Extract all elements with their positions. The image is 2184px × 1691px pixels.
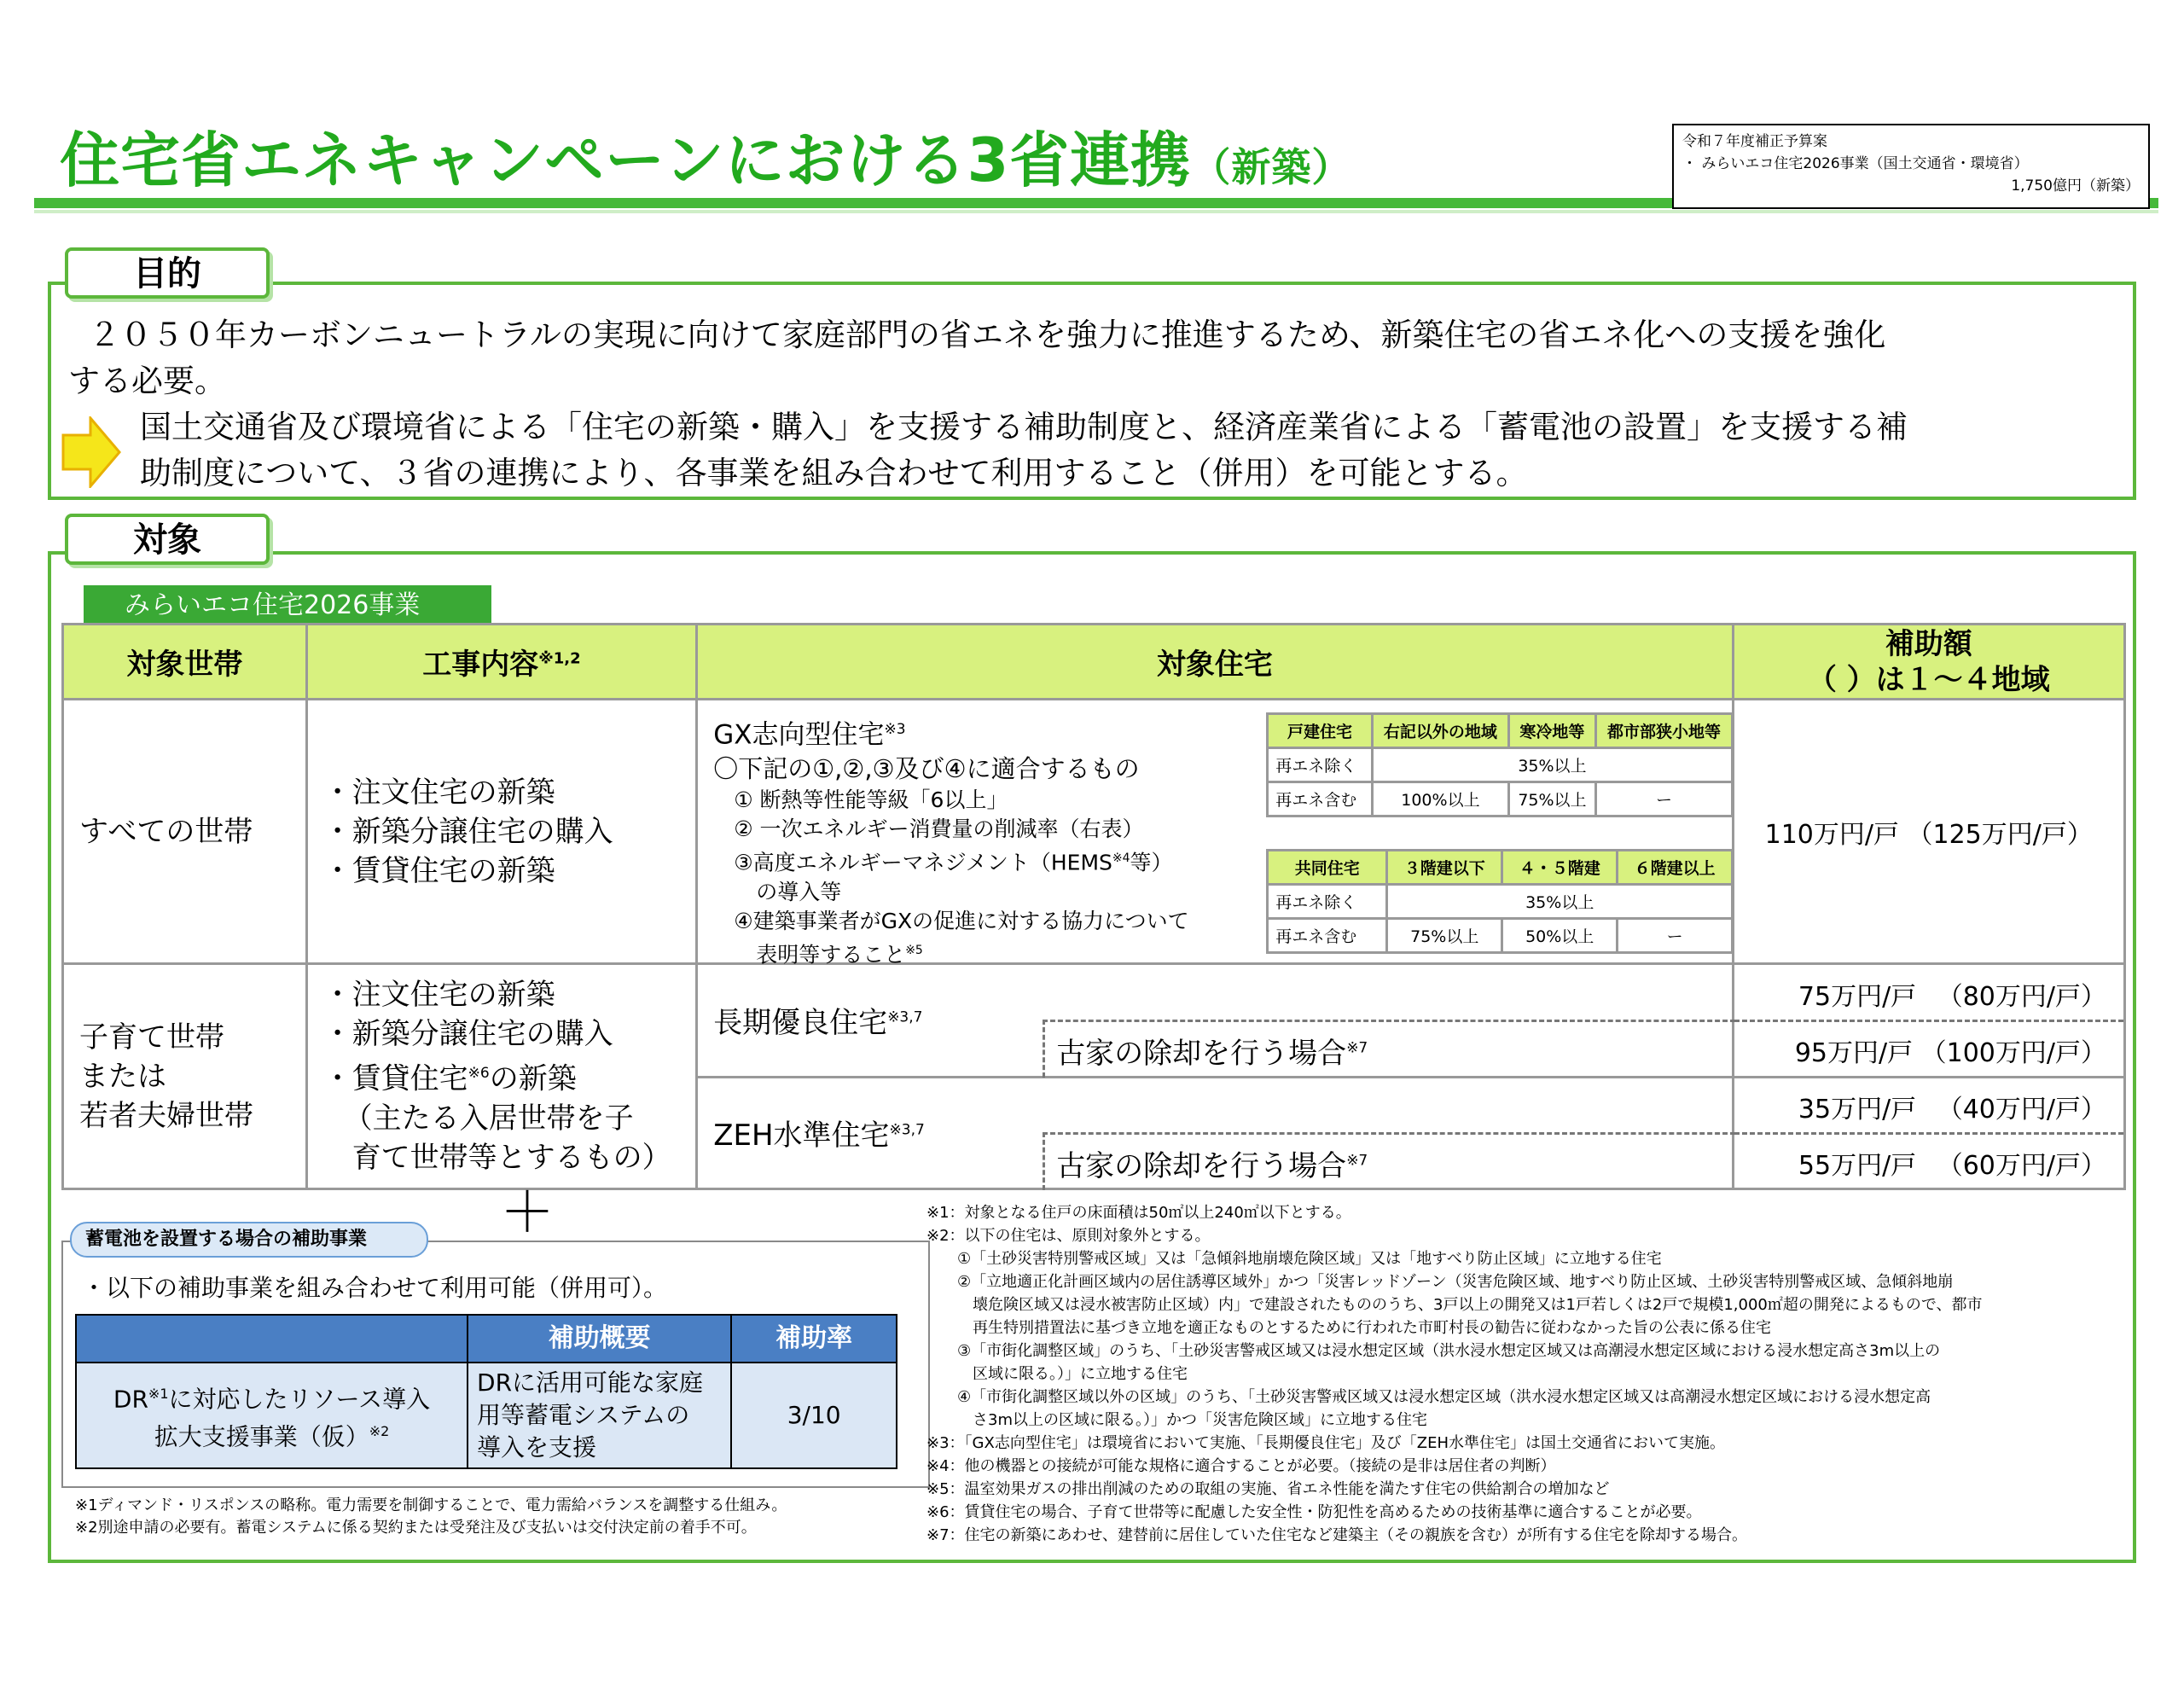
mini-cell: ー xyxy=(1618,919,1733,953)
works-child xyxy=(306,964,697,1189)
mini-cell: 75%以上 xyxy=(1387,919,1502,953)
gx-condition: 〇下記の①,②,③及び④に適合するもの xyxy=(713,754,1140,784)
gx-item4-sup: ※5 xyxy=(905,943,923,957)
footnotes xyxy=(926,1201,1983,1547)
footnote: ※7：住宅の新築にあわせ、建替前に居住していた住宅など建築主（その親族を含む）が所有する住宅を除却する場合。 xyxy=(926,1526,1747,1544)
battery-summary xyxy=(468,1363,731,1468)
footnote: 壊危険区域又は浸水被害防止区域）内」で建設されたもののうち、3戸以上の開発又は1戸若しくは2戸で規模1,000㎡超の開発によるもので、都市 xyxy=(926,1296,1983,1314)
amount-gx: 110万円/戸 （125万円/戸） xyxy=(1733,700,2125,964)
household-line: または xyxy=(79,1059,166,1094)
mini-cell: 35%以上 xyxy=(1387,885,1733,919)
plus-sign: ＋ xyxy=(500,1182,555,1245)
battery-tab: 蓄電池を設置する場合の補助事業 xyxy=(70,1222,428,1258)
battery-program-name xyxy=(76,1363,468,1468)
header-works xyxy=(306,625,697,700)
purpose-line-1: ２０５０年カーボンニュートラルの実現に向けて家庭部門の省エネを強力に推進するため、新築住宅の省エネ化への支援を強化 xyxy=(89,317,1886,353)
mini-cell: 再エネ含む xyxy=(1268,919,1387,953)
battery-notes xyxy=(75,1495,787,1539)
longterm-sup: ※3,7 xyxy=(887,1008,923,1026)
footnote: さ3m以上の区域に限る。）」かつ「災害危険区域」に立地する住宅 xyxy=(926,1411,1427,1429)
mini-cell: 50%以上 xyxy=(1502,919,1618,953)
footnote: ④「市街化調整区域以外の区域」のうち、「土砂災害警戒区域又は浸水想定区域（洪水浸水想定区域又は高潮浸水想定区域における浸水想定高 xyxy=(926,1388,1931,1406)
gx-title: GX志向型住宅 xyxy=(713,719,885,751)
gx-hems-sup: ※4 xyxy=(1112,851,1130,866)
works-item: ・注文住宅の新築 xyxy=(322,775,555,810)
footnote: ※6：賃貸住宅の場合、子育て世帯等に配慮した安全性・防犯性を高めるための技術基準に適合することが必要。 xyxy=(926,1503,1702,1521)
budget-amount: 1,750億円（新築） xyxy=(2011,177,2140,195)
mini-cell: 再エネ除く xyxy=(1268,885,1387,919)
demolish-label-1 xyxy=(1056,1030,1368,1072)
mini-cell: 再エネ除く xyxy=(1268,748,1373,782)
mini-header: 共同住宅 xyxy=(1268,851,1387,885)
footnote: 区域に限る。）」に立地する住宅 xyxy=(926,1365,1188,1383)
footnote: ※1：対象となる住戸の床面積は50㎡以上240㎡以下とする。 xyxy=(926,1204,1351,1222)
mini-header: ３階建以下 xyxy=(1387,851,1502,885)
gx-item-text: 表明等すること xyxy=(756,941,906,967)
mini-cell: 100%以上 xyxy=(1372,782,1508,816)
mini-header: 右記以外の地域 xyxy=(1372,714,1508,748)
budget-year: 令和７年度補正予算案 xyxy=(1682,133,1827,150)
purpose-line-4: 助制度について、３省の連携により、各事業を組み合わせて利用すること（併用）を可能とする。 xyxy=(140,455,1528,491)
gx-sup: ※3 xyxy=(884,721,906,738)
battery-name-text: 拡大支援事業（仮） xyxy=(154,1422,369,1451)
mini-header: ６階建以上 xyxy=(1618,851,1733,885)
battery-name-sup: ※2 xyxy=(369,1423,390,1439)
demolish-sup: ※7 xyxy=(1346,1152,1368,1170)
battery-name-text: DR xyxy=(113,1385,148,1413)
footnote: ※2：以下の住宅は、原則対象外とする。 xyxy=(926,1227,1211,1245)
battery-intro: ・以下の補助事業を組み合わせて利用可能（併用可）。 xyxy=(82,1274,668,1302)
zeh-label xyxy=(713,1112,925,1153)
works-item: （主たる入居世帯を子 xyxy=(343,1101,634,1136)
table-row-all xyxy=(63,700,2125,964)
header-works-sup: ※1,2 xyxy=(538,649,581,668)
works-item-text: ・賃貸住宅 xyxy=(322,1061,468,1096)
mini-header: ４・５階建 xyxy=(1502,851,1618,885)
target-table xyxy=(61,623,2126,1190)
gx-cell xyxy=(697,700,1733,967)
budget-box xyxy=(1672,124,2150,209)
page-title-sub: （新築） xyxy=(1191,144,1352,190)
battery-rate: 3/10 xyxy=(731,1363,897,1468)
purpose-line-3: 国土交通省及び環境省による「住宅の新築・購入」を支援する補助制度と、経済産業省による「蓄電池の設置」を支援する補 xyxy=(140,409,1908,445)
footnote: ※4：他の機器との接続が可能な規格に適合することが必要。（接続の是非は居住者の判断） xyxy=(926,1457,1556,1475)
amount-longterm: 75万円/戸 （80万円/戸） xyxy=(1798,982,2106,1012)
works-rental-sup: ※6 xyxy=(468,1065,490,1083)
footnote: ※3：「GX志向型住宅」は環境省において実施、「長期優良住宅」及び「ZEH水準住宅」は国土交通省において実施。 xyxy=(926,1434,1726,1452)
gx-description xyxy=(713,712,1259,969)
demolish-sup: ※7 xyxy=(1346,1039,1368,1057)
household-line: 子育て世帯 xyxy=(79,1020,224,1055)
amount-zeh: 35万円/戸 （40万円/戸） xyxy=(1798,1095,2106,1124)
mini-header: 寒冷地等 xyxy=(1509,714,1596,748)
demolish-text: 古家の除却を行う場合 xyxy=(1056,1149,1347,1183)
title-rule-light xyxy=(34,210,2158,213)
purpose-text xyxy=(68,312,2133,497)
battery-name-sup: ※1 xyxy=(148,1385,169,1402)
child-amount-cell xyxy=(1733,964,2125,1189)
battery-header-summary: 補助概要 xyxy=(468,1315,731,1363)
mini-cell: 75%以上 xyxy=(1509,782,1596,816)
target-tab: 対象 xyxy=(65,514,270,565)
footnote: ②「立地適正化計画区域内の居住誘導区域外」かつ「災害レッドゾーン（災害危険区域、地すべり防止区域、土砂災害特別警戒区域、急傾斜地崩 xyxy=(926,1273,1954,1291)
shared-criteria-table xyxy=(1266,849,1734,954)
arrow-right-icon xyxy=(61,416,121,488)
works-item-text: の新築 xyxy=(489,1061,577,1096)
household-all: すべての世帯 xyxy=(63,700,307,964)
page-title-main: 住宅省エネキャンペーンにおける3省連携 xyxy=(60,125,1192,195)
longterm-label xyxy=(713,999,922,1041)
household-child xyxy=(63,964,307,1189)
battery-header-blank xyxy=(76,1315,468,1363)
mini-cell: 35%以上 xyxy=(1372,748,1732,782)
header-works-label: 工事内容 xyxy=(422,648,539,682)
amount-zeh-demolish: 55万円/戸 （60万円/戸） xyxy=(1798,1151,2106,1181)
header-amount-l2: （ ）は１～４地域 xyxy=(1807,662,2050,697)
demolish-text: 古家の除却を行う場合 xyxy=(1056,1037,1347,1071)
header-housing: 対象住宅 xyxy=(697,625,1733,700)
footnote: ③「市街化調整区域」のうち、「土砂災害警戒区域又は浸水想定区域（洪水浸水想定区域又は高潮浸水想定区域における浸水想定高さ3m以上の xyxy=(926,1342,1941,1360)
budget-program: ・ みらいエコ住宅2026事業（国土交通省・環境省） xyxy=(1682,155,2029,172)
amount-longterm-demolish: 95万円/戸 （100万円/戸） xyxy=(1794,1038,2106,1068)
works-item: ・賃貸住宅の新築 xyxy=(322,853,555,888)
detached-criteria-table xyxy=(1266,712,1734,817)
child-housing-cell xyxy=(697,964,1733,1189)
mini-cell: 再エネ含む xyxy=(1268,782,1373,816)
page-title xyxy=(60,126,1351,201)
footnote: ①「土砂災害特別警戒区域」又は「急傾斜地崩壊危険区域」又は「地すべり防止区域」に立地する住宅 xyxy=(926,1250,1662,1268)
battery-table xyxy=(75,1314,897,1469)
works-item: ・注文住宅の新築 xyxy=(322,978,555,1013)
works-item: ・新築分譲住宅の購入 xyxy=(322,814,613,849)
battery-summary-line: 導入を支援 xyxy=(477,1433,597,1461)
battery-header-rate: 補助率 xyxy=(731,1315,897,1363)
works-item: ・新築分譲住宅の購入 xyxy=(322,1017,613,1052)
gx-item-text: ③高度エネルギーマネジメント（HEMS xyxy=(734,850,1112,875)
footnote: ※5：温室効果ガスの排出削減のための取組の実施、省エネ性能を満たす住宅の供給割合の増加など xyxy=(926,1480,1610,1498)
header-household: 対象世帯 xyxy=(63,625,307,700)
gx-item xyxy=(734,844,1259,877)
table-row-child xyxy=(63,964,2125,1189)
program-label: みらいエコ住宅2026事業 xyxy=(84,585,491,626)
gx-item: ① 断熱等性能等級「6以上」 xyxy=(734,787,1008,813)
gx-hems-tail: 等） xyxy=(1130,850,1173,875)
battery-name-text: に対応したリソース導入 xyxy=(168,1385,431,1413)
mini-header: 都市部狭小地等 xyxy=(1595,714,1732,748)
battery-note: ※1ディマンド・リスポンスの略称。電力需要を制御することで、電力需給バランスを調整する仕組み。 xyxy=(75,1496,787,1514)
battery-summary-line: 用等蓄電システムの xyxy=(477,1401,690,1429)
longterm-text: 長期優良住宅 xyxy=(713,1006,888,1040)
household-line: 若者夫婦世帯 xyxy=(79,1098,253,1133)
zeh-sup: ※3,7 xyxy=(889,1121,925,1139)
works-all xyxy=(306,700,697,964)
gx-item: ② 一次エネルギー消費量の削減率（右表） xyxy=(734,816,1144,842)
gx-item: ④建築事業者がGXの促進に対する協力について xyxy=(734,908,1189,933)
zeh-text: ZEH水準住宅 xyxy=(713,1119,890,1153)
mini-header: 戸建住宅 xyxy=(1268,714,1373,748)
header-amount xyxy=(1733,625,2125,700)
mini-cell: ー xyxy=(1595,782,1732,816)
gx-item: の導入等 xyxy=(756,879,842,904)
battery-summary-line: DRに活用可能な家庭 xyxy=(477,1368,704,1397)
purpose-line-2: する必要。 xyxy=(68,363,226,399)
works-item: 育て世帯等とするもの） xyxy=(351,1140,671,1175)
works-item xyxy=(323,1054,696,1098)
footnote: 再生特別措置法に基づき立地を適正なものとするために行われた市町村長の勧告に従わなかった旨の公表に係る住宅 xyxy=(926,1319,1771,1337)
demolish-label-2 xyxy=(1056,1142,1368,1184)
purpose-tab: 目的 xyxy=(65,247,270,299)
table-header-row xyxy=(63,625,2125,700)
battery-note: ※2別途申請の必要有。蓄電システムに係る契約または受発注及び支払いは交付決定前の着手不可。 xyxy=(75,1519,757,1537)
header-amount-l1: 補助額 xyxy=(1885,626,1972,661)
